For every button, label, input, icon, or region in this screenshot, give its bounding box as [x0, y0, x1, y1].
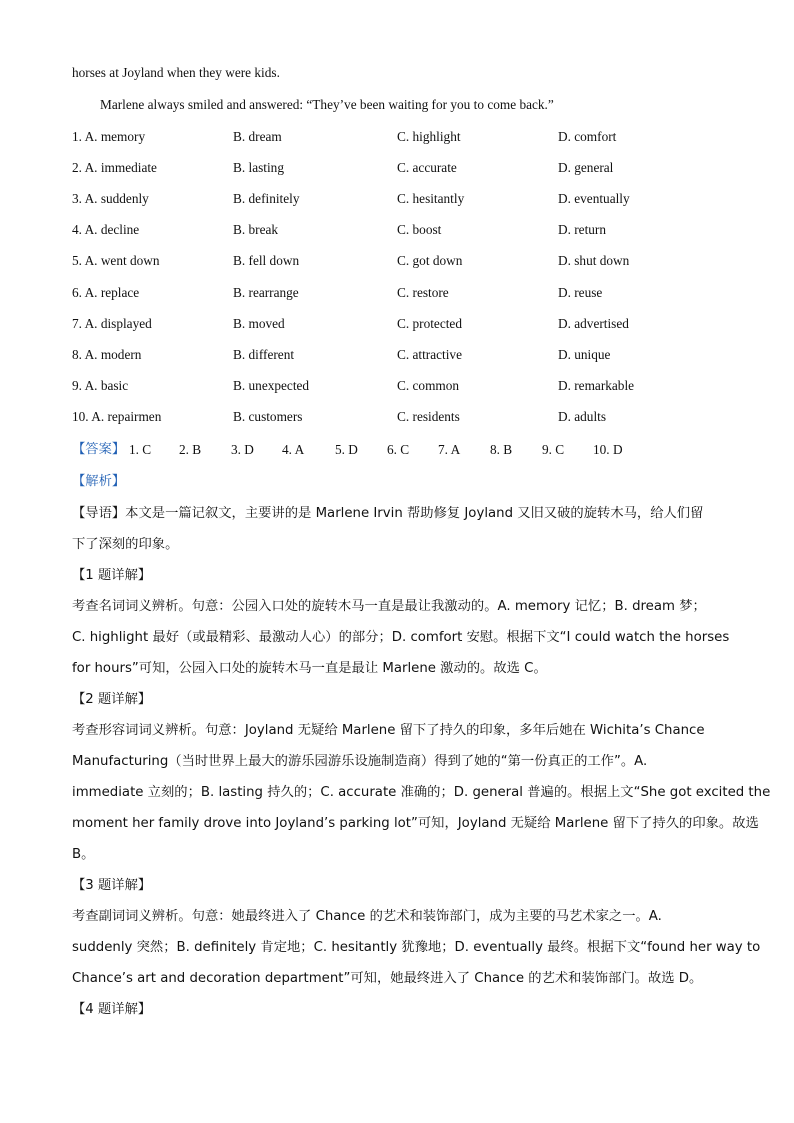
option-c: C. boost	[397, 222, 442, 237]
option-b: B. dream	[233, 129, 282, 144]
question-row	[72, 346, 724, 364]
option-d: D. adults	[558, 409, 607, 424]
option-b: B. customers	[233, 409, 303, 424]
option-d: D. unique	[558, 347, 611, 362]
option-d: D. comfort	[558, 129, 617, 144]
option-b: B. moved	[233, 316, 285, 331]
intro-line-2: Marlene always smiled and answered: “They’ve been waiting for you to come back.”	[100, 97, 554, 112]
option-a: 2. A. immediate	[72, 160, 157, 175]
option-a: 9. A. basic	[72, 378, 129, 393]
detail-1	[72, 560, 730, 684]
option-b: B. unexpected	[233, 378, 310, 393]
answer-item: 10. D	[593, 442, 623, 457]
option-d: D. reuse	[558, 285, 603, 300]
answer-item: 6. C	[387, 442, 410, 457]
option-d: D. return	[558, 222, 606, 237]
section-heading: 【2 题详解】	[72, 692, 152, 707]
text-line: 【导语】本文是一篇记叙文，主要讲的是 Marlene Irvin 帮助修复 Joyland 又旧又破的旋转木马，给人们留	[72, 506, 704, 521]
text-line: for hours”可知，公园入口处的旋转木马一直是最让 Marlene 激动的。故选 C。	[72, 661, 547, 676]
section-heading: 【4 题详解】	[72, 1002, 152, 1017]
answer-item: 7. A	[438, 442, 461, 457]
guide-paragraph	[72, 498, 724, 560]
intro-line-1: horses at Joyland when they were kids.	[72, 65, 280, 80]
text-line: C. highlight 最好（或最精彩、最激动人心）的部分；D. comfort 安慰。根据下文“I could watch the horses	[72, 630, 730, 645]
question-row	[72, 159, 724, 177]
text-line: 考查形容词词义辨析。句意：Joyland 无疑给 Marlene 留下了持久的印象，多年后她在 Wichita’s Chance	[72, 723, 705, 738]
answer-item: 3. D	[231, 442, 254, 457]
question-row	[72, 221, 724, 239]
option-d: D. advertised	[558, 316, 629, 331]
option-a: 3. A. suddenly	[72, 191, 149, 206]
answer-row	[72, 441, 724, 459]
option-d: D. remarkable	[558, 378, 635, 393]
option-c: C. restore	[397, 285, 449, 300]
section-heading: 【1 题详解】	[72, 568, 152, 583]
question-row	[72, 190, 724, 208]
question-row	[72, 408, 724, 426]
text-line: Chance’s art and decoration department”可知，她最终进入了 Chance 的艺术和装饰部门。故选 D。	[72, 971, 703, 986]
text-line: 考查名词词义辨析。句意：公园入口处的旋转木马一直是最让我激动的。A. memory 记忆；B. dream 梦；	[72, 599, 706, 614]
option-a: 5. A. went down	[72, 253, 160, 268]
text-line: 考查副词词义辨析。句意：她最终进入了 Chance 的艺术和装饰部门，成为主要的马艺术家之一。A.	[72, 909, 662, 924]
text-line: moment her family drove into Joyland’s parking lot”可知，Joyland 无疑给 Marlene 留下了持久的印象。故选	[72, 816, 759, 831]
text-line: B。	[72, 847, 95, 862]
option-c: C. common	[397, 378, 460, 393]
detail-4	[72, 994, 724, 1025]
question-row	[72, 315, 724, 333]
option-c: C. accurate	[397, 160, 457, 175]
option-a: 6. A. replace	[72, 285, 140, 300]
option-a: 8. A. modern	[72, 347, 142, 362]
question-row	[72, 128, 724, 146]
option-b: B. fell down	[233, 253, 300, 268]
option-a: 10. A. repairmen	[72, 409, 162, 424]
answer-item: 2. B	[179, 442, 202, 457]
option-a: 1. A. memory	[72, 129, 146, 144]
answer-item: 9. C	[542, 442, 565, 457]
question-row	[72, 377, 724, 395]
answer-item: 5. D	[335, 442, 358, 457]
option-c: C. attractive	[397, 347, 462, 362]
option-b: B. break	[233, 222, 279, 237]
text-line: Manufacturing（当时世界上最大的游乐园游乐设施制造商）得到了她的“第一份真正的工作”。A.	[72, 754, 648, 769]
analysis-label: 【解析】	[72, 474, 126, 489]
detail-3	[72, 870, 761, 994]
answer-item: 8. B	[490, 442, 513, 457]
option-b: B. different	[233, 347, 295, 362]
option-a: 4. A. decline	[72, 222, 140, 237]
option-b: B. definitely	[233, 191, 300, 206]
option-c: C. protected	[397, 316, 462, 331]
option-b: B. rearrange	[233, 285, 299, 300]
text-line: immediate 立刻的；B. lasting 持久的；C. accurate 准确的；D. general 普遍的。根据上文“She got excited the	[72, 785, 771, 800]
question-row	[72, 284, 724, 302]
answer-item: 1. C	[129, 442, 152, 457]
option-a: 7. A. displayed	[72, 316, 152, 331]
option-c: C. hesitantly	[397, 191, 465, 206]
answer-label: 【答案】	[72, 442, 126, 457]
option-d: D. general	[558, 160, 614, 175]
question-row	[72, 252, 724, 270]
text-line: 下了深刻的印象。	[72, 537, 179, 552]
detail-2	[72, 684, 771, 870]
option-c: C. highlight	[397, 129, 461, 144]
option-d: D. eventually	[558, 191, 630, 206]
text-line: suddenly 突然；B. definitely 肯定地；C. hesitantly 犹豫地；D. eventually 最终。根据下文“found her way to	[72, 940, 761, 955]
section-heading: 【3 题详解】	[72, 878, 152, 893]
answer-item: 4. A	[282, 442, 305, 457]
option-d: D. shut down	[558, 253, 630, 268]
option-c: C. residents	[397, 409, 460, 424]
option-c: C. got down	[397, 253, 463, 268]
option-b: B. lasting	[233, 160, 284, 175]
